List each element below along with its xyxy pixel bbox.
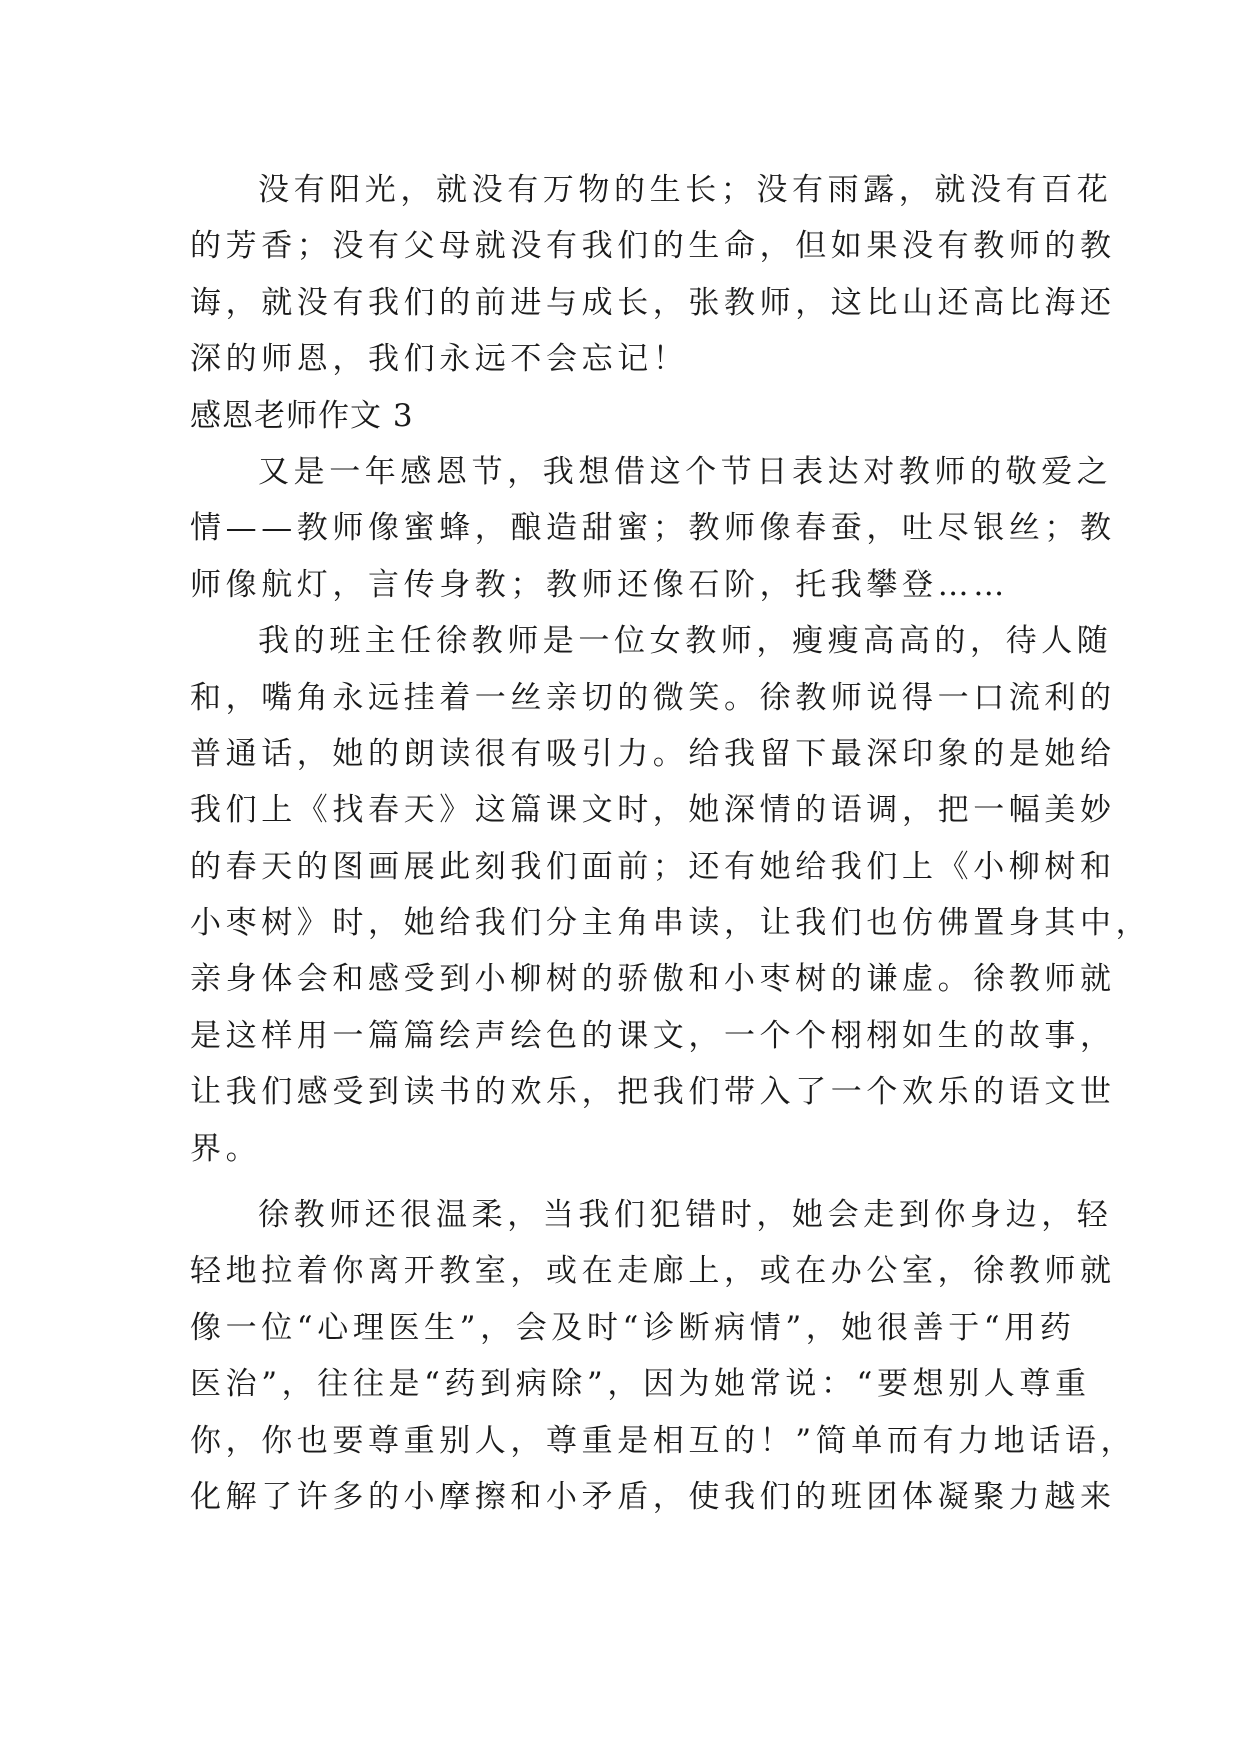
text-line: 轻地拉着你离开教室，或在走廊上，或在办公室，徐教师就 xyxy=(190,1253,1116,1290)
paragraph-3 xyxy=(190,613,1152,1177)
text-line: 徐教师还很温柔，当我们犯错时，她会走到你身边，轻 xyxy=(258,1197,1113,1234)
paragraph-1 xyxy=(190,162,1116,388)
text-line: 没有阳光，就没有万物的生长；没有雨露，就没有百花 xyxy=(258,172,1113,208)
text-line: 又是一年感恩节，我想借这个节日表达对教师的敬爱之 xyxy=(258,453,1113,490)
text-line: 普通话，她的朗读很有吸引力。给我留下最深印象的是她给 xyxy=(190,735,1116,772)
text-line: 界。 xyxy=(190,1130,262,1167)
text-line: 亲身体会和感受到小柳树的骄傲和小枣树的谦虚。徐教师就 xyxy=(190,961,1116,998)
paragraph-4 xyxy=(190,1187,1137,1525)
text-line: 让我们感受到读书的欢乐，把我们带入了一个欢乐的语文世 xyxy=(190,1074,1116,1111)
text-line: 深的师恩，我们永远不会忘记！ xyxy=(190,341,689,378)
text-line: 诲，就没有我们的前进与成长，张教师，这比山还高比海还 xyxy=(190,284,1116,321)
section-title xyxy=(190,388,1052,444)
text-line: 的芳香；没有父母就没有我们的生命，但如果没有教师的教 xyxy=(190,228,1116,265)
document-body xyxy=(190,162,1152,1525)
text-line: 医治”，往往是“药到病除”，因为她常说：“要想别人尊重 xyxy=(190,1366,1091,1403)
text-line: 像一位“心理医生”，会及时“诊断病情”，她很善于“用药 xyxy=(190,1309,1076,1346)
text-line: 你，你也要尊重别人，尊重是相互的！”简单而有力地话语， xyxy=(190,1422,1137,1459)
text-line: 我的班主任徐教师是一位女教师，瘦瘦高高的，待人随 xyxy=(258,623,1113,660)
text-line: 化解了许多的小摩擦和小矛盾，使我们的班团体凝聚力越来 xyxy=(190,1478,1116,1515)
text-line: 是这样用一篇篇绘声绘色的课文，一个个栩栩如生的故事， xyxy=(190,1017,1116,1054)
text-line: 的春天的图画展此刻我们面前；还有她给我们上《小柳树和 xyxy=(190,848,1116,885)
text-line: 小枣树》时，她给我们分主角串读，让我们也仿佛置身其中， xyxy=(190,905,1152,942)
text-line: 和，嘴角永远挂着一丝亲切的微笑。徐教师说得一口流利的 xyxy=(190,679,1116,716)
text-line: 我们上《找春天》这篇课文时，她深情的语调，把一幅美妙 xyxy=(190,792,1116,829)
text-line: 师像航灯，言传身教；教师还像石阶，托我攀登…… xyxy=(190,566,1009,603)
section-heading: 感恩老师作文 3 xyxy=(190,397,414,434)
paragraph-spacer xyxy=(190,1177,1052,1187)
text-line: 情——教师像蜜蜂，酿造甜蜜；教师像春蚕，吐尽银丝；教 xyxy=(190,510,1116,547)
paragraph-2 xyxy=(190,444,1116,613)
